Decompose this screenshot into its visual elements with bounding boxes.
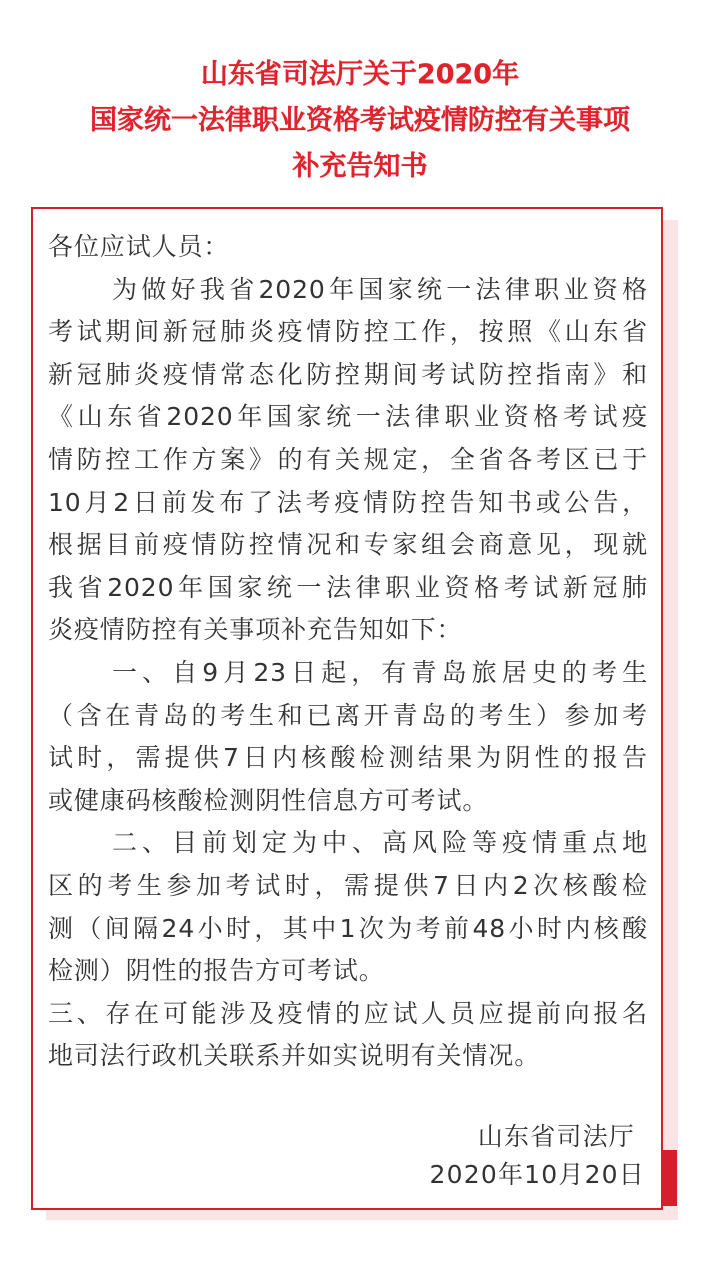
intro-line: 根据目前疫情防控情况和专家组会商意见，现就 bbox=[48, 530, 648, 560]
item-1-line: 一、自9月23日起，有青岛旅居史的考生 bbox=[112, 657, 648, 687]
title-line-2: 国家统一法律职业资格考试疫情防控有关事项 bbox=[90, 105, 630, 136]
intro-line: 考试期间新冠肺炎疫情防控工作，按照《山东省 bbox=[48, 317, 648, 347]
signature-organization: 山东省司法厅 bbox=[477, 1122, 635, 1151]
intro-line: 炎疫情防控有关事项补充告知如下： bbox=[48, 615, 463, 645]
item-3-line: 三、存在可能涉及疫情的应试人员应提前向报名 bbox=[48, 998, 648, 1028]
item-1-line: 或健康码核酸检测阴性信息方可考试。 bbox=[48, 785, 489, 815]
item-3-line: 地司法行政机关联系并如实说明有关情况。 bbox=[48, 1041, 541, 1071]
title-line-3: 补充告知书 bbox=[292, 151, 428, 182]
item-2-line: 区的考生参加考试时，需提供7日内2次核酸检 bbox=[48, 870, 648, 900]
intro-line: 我省2020年国家统一法律职业资格考试新冠肺 bbox=[48, 572, 648, 602]
salutation: 各位应试人员： bbox=[48, 232, 230, 261]
intro-line: 新冠肺炎疫情常态化防控期间考试防控指南》和 bbox=[48, 359, 648, 389]
card-accent-tab bbox=[663, 1150, 677, 1206]
notice-title bbox=[0, 52, 720, 190]
intro-line: 10月2日前发布了法考疫情防控告知书或公告， bbox=[48, 487, 648, 517]
item-2-line: 测（间隔24小时，其中1次为考前48小时内核酸 bbox=[48, 913, 648, 943]
notice-body bbox=[48, 226, 648, 1078]
signature-date: 2020年10月20日 bbox=[429, 1160, 645, 1189]
item-2-line: 二、目前划定为中、高风险等疫情重点地 bbox=[112, 828, 648, 858]
item-2-line: 检测）阴性的报告方可考试。 bbox=[48, 956, 385, 986]
item-1-line: （含在青岛的考生和已离开青岛的考生）参加考 bbox=[48, 700, 648, 730]
intro-line: 《山东省2020年国家统一法律职业资格考试疫 bbox=[48, 402, 648, 432]
intro-line: 情防控工作方案》的有关规定，全省各考区已于 bbox=[48, 444, 648, 474]
title-line-1: 山东省司法厅关于2020年 bbox=[200, 59, 520, 90]
intro-line: 为做好我省2020年国家统一法律职业资格 bbox=[112, 274, 648, 304]
item-1-line: 试时，需提供7日内核酸检测结果为阴性的报告 bbox=[48, 743, 648, 773]
